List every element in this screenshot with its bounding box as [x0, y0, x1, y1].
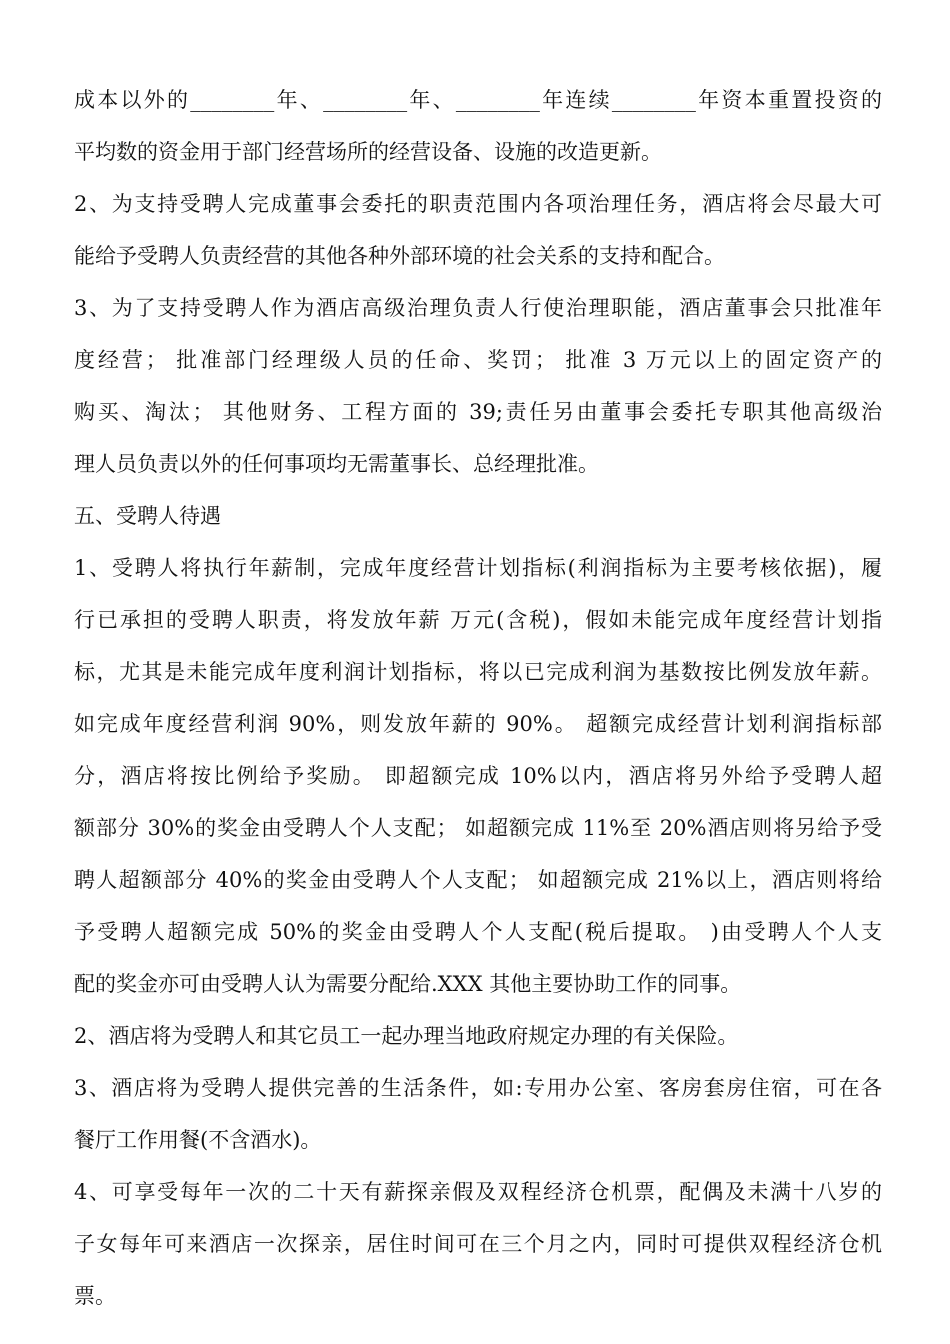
- text-line: 2、为支持受聘人完成董事会委托的职责范围内各项治理任务，酒店将会尽最大可: [74, 192, 882, 216]
- text-line: 1、受聘人将执行年薪制，完成年度经营计划指标(利润指标为主要考核依据)，履: [74, 556, 882, 580]
- text-line: 票。: [74, 1284, 116, 1308]
- text-line: 如完成年度经营利润 90%，则发放年薪的 90%。 超额完成经营计划利润指标部: [74, 712, 882, 736]
- text-line: 成本以外的________年、________年、________年连续________年资本重置投资的: [74, 88, 882, 112]
- text-line: 分，酒店将按比例给予奖励。 即超额完成 10%以内，酒店将另外给予受聘人超: [74, 764, 882, 788]
- text-line: 3、为了支持受聘人作为酒店高级治理负责人行使治理职能，酒店董事会只批准年: [74, 296, 882, 320]
- section-heading: 五、受聘人待遇: [74, 504, 221, 528]
- text-line: 3、酒店将为受聘人提供完善的生活条件，如:专用办公室、客房套房住宿，可在各: [74, 1076, 882, 1100]
- text-line: 能给予受聘人负责经营的其他各种外部环境的社会关系的支持和配合。: [74, 244, 725, 268]
- document-page: [74, 74, 882, 1322]
- text-line: 行已承担的受聘人职责，将发放年薪 万元(含税)，假如未能完成年度经营计划指: [74, 608, 882, 632]
- text-line: 2、酒店将为受聘人和其它员工一起办理当地政府规定办理的有关保险。: [74, 1024, 739, 1048]
- text-line: 予受聘人超额完成 50%的奖金由受聘人个人支配(税后提取。 )由受聘人个人支: [74, 920, 882, 944]
- text-line: 标，尤其是未能完成年度利润计划指标，将以已完成利润为基数按比例发放年薪。: [74, 660, 882, 684]
- text-line: 4、可享受每年一次的二十天有薪探亲假及双程经济仓机票，配偶及未满十八岁的: [74, 1180, 882, 1204]
- text-line: 餐厅工作用餐(不含酒水)。: [74, 1128, 322, 1152]
- text-line: 聘人超额部分 40%的奖金由受聘人个人支配； 如超额完成 21%以上，酒店则将给: [74, 868, 882, 892]
- text-line: 平均数的资金用于部门经营场所的经营设备、设施的改造更新。: [74, 140, 662, 164]
- text-line: 理人员负责以外的任何事项均无需董事长、总经理批准。: [74, 452, 599, 476]
- text-line: 购买、淘汰； 其他财务、工程方面的 39;责任另由董事会委托专职其他高级治: [74, 400, 882, 424]
- text-line: 子女每年可来酒店一次探亲，居住时间可在三个月之内，同时可提供双程经济仓机: [74, 1232, 882, 1256]
- text-line: 额部分 30%的奖金由受聘人个人支配； 如超额完成 11%至 20%酒店则将另给予受: [74, 816, 882, 840]
- text-line: 配的奖金亦可由受聘人认为需要分配给.XXX 其他主要协助工作的同事。: [74, 972, 742, 996]
- text-line: 度经营； 批准部门经理级人员的任命、奖罚； 批准 3 万元以上的固定资产的: [74, 348, 882, 372]
